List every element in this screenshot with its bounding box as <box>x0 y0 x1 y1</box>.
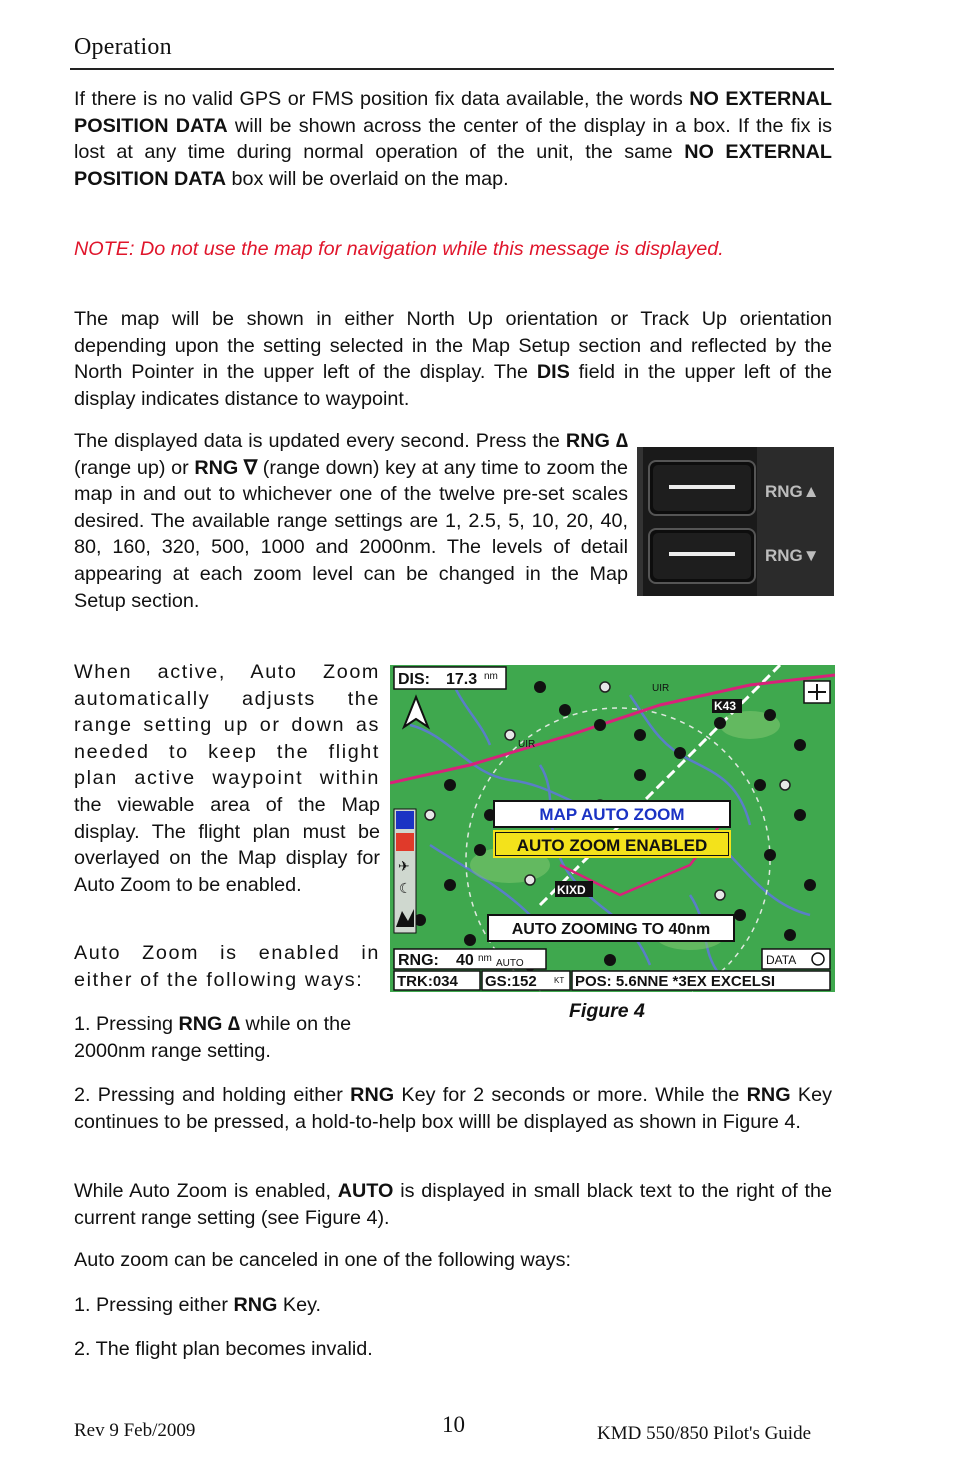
range-mode: AUTO <box>496 958 524 969</box>
p3-rng-up: RNG ∆ <box>565 430 628 452</box>
p3-rng-down: RNG ∇ <box>194 456 258 479</box>
rng-down-key-label: RNG▼ <box>765 546 820 565</box>
svg-text:☾: ☾ <box>399 881 412 897</box>
svg-text:✈: ✈ <box>398 859 410 875</box>
gs-value: GS:152 <box>485 973 537 990</box>
airspace-label-2: UIR <box>518 739 536 750</box>
figure-caption: Figure 4 <box>569 1000 645 1022</box>
paragraph-auto-zoom <box>74 659 380 898</box>
footer-guide-title: KMD 550/850 Pilot's Guide <box>597 1423 812 1444</box>
map-display-figure <box>390 665 835 992</box>
p5-text: Auto Zoom is enabled in either of the following ways: <box>74 942 380 991</box>
range-unit: nm <box>478 953 492 964</box>
dis-label: DIS: <box>398 671 430 688</box>
paragraph-cancel: Auto zoom can be canceled in one of the following ways: <box>74 1249 572 1271</box>
paragraph-no-position-data <box>74 86 832 192</box>
airspace-label-1: UIR <box>652 683 670 694</box>
range-label: RNG: <box>398 952 439 969</box>
p4-text-rest: the viewable area of the Map display. The flight plan must be overlayed on the Map display for Auto Zoom to be enabled. <box>74 793 380 896</box>
auto-zooming-text: AUTO ZOOMING TO 40nm <box>511 921 711 938</box>
p3-text-b: (range up) or <box>74 456 195 479</box>
dis-value: 17.3 <box>446 671 478 688</box>
rng-up-key-label: RNG▲ <box>765 482 820 501</box>
list-item-1 <box>74 1011 390 1064</box>
p4-text-spaced: When active, Auto Zoom automatically adjusts the range setting up or down as needed to keep the flight plan active waypoint within <box>74 661 380 790</box>
item2-text-d: Key continues to be pressed, a hold-to-help box willl be displayed as shown in Figure 4. <box>74 1084 832 1133</box>
trk-value: TRK:034 <box>397 973 458 990</box>
gs-unit: KT <box>554 976 565 985</box>
waypoint-k43: K43 <box>714 699 737 713</box>
paragraph-orientation <box>74 306 832 412</box>
section-header: Operation <box>74 34 172 60</box>
item2-rng-a: RNG <box>350 1084 395 1106</box>
list-item-2 <box>74 1082 832 1135</box>
paragraph-range-keys <box>74 428 628 614</box>
item1-text-a: 1. Pressing <box>74 1013 179 1035</box>
p3-text-c: (range down) key at any time to zoom the map in and out to whichever one of the twelve pre-set scales desired. The available range settings are 1, 2.5, 5, 10, 20, 40, 80, 160, 320, 500, 1000 and 2000nm. The levels of detail appearing at each zoom level can be changed in the Map Setup section. <box>74 456 628 612</box>
item2-rng-b: RNG <box>746 1084 791 1106</box>
p2-text-a: The map will be shown in either North Up orientation or Track Up orientation depending upon the setting selected in the Map Setup section and reflected by the North Pointer in the upper left of the display. The <box>74 308 832 384</box>
data-label: DATA <box>766 953 797 967</box>
pos-value: POS: 5.6NNE *3EX EXCELSI <box>575 973 776 990</box>
p1-text-d: box will be overlaid on the map. <box>226 167 509 190</box>
c1-text-a: 1. Pressing either <box>74 1294 234 1316</box>
paragraph-auto-indicator <box>74 1178 832 1231</box>
item2-text-c: Key for 2 seconds or more. While the <box>394 1084 747 1106</box>
note-text: NOTE: Do not use the map for navigation while this message is displayed. <box>74 238 724 260</box>
p2-bold-dis: DIS <box>536 361 570 384</box>
map-auto-zoom-title: MAP AUTO ZOOM <box>539 805 685 824</box>
p6-auto: AUTO <box>337 1180 394 1202</box>
footer-revision: Rev 9 Feb/2009 <box>74 1420 196 1441</box>
range-value: 40 <box>456 952 474 969</box>
p1-bold-b: NO EXTERNAL POSITION DATA <box>74 141 833 190</box>
c1-rng: RNG <box>233 1294 278 1316</box>
c1-text-c: Key. <box>277 1294 322 1316</box>
cancel-item-1 <box>74 1292 832 1319</box>
footer-page-number: 10 <box>442 1412 465 1437</box>
item1-rng: RNG ∆ <box>178 1013 241 1035</box>
p1-text-a: If there is no valid GPS or FMS position fix data available, the words <box>74 88 690 110</box>
cancel-item-2: 2. The flight plan becomes invalid. <box>74 1338 373 1360</box>
range-keys-photo <box>637 447 834 596</box>
p1-text-c: will be shown across the center of the display in a box. If the fix is lost at any time during normal operation of the unit, the same <box>74 114 832 164</box>
p2-text-c: field in the upper left of the display indicates distance to waypoint. <box>74 361 832 410</box>
p6-text-a: While Auto Zoom is enabled, <box>74 1180 338 1202</box>
paragraph-auto-zoom-enable <box>74 940 380 993</box>
item2-text-a: 2. Pressing and holding either <box>74 1084 351 1106</box>
dis-unit: nm <box>484 671 498 682</box>
auto-zoom-enabled-text: AUTO ZOOM ENABLED <box>516 836 708 855</box>
header-rule <box>70 68 834 70</box>
item1-text-c: while on the 2000nm range setting. <box>74 1013 352 1062</box>
p3-text-a: The displayed data is updated every second. Press the <box>74 430 566 452</box>
waypoint-kixd: KIXD <box>557 883 586 897</box>
p6-text-c: is displayed in small black text to the right of the current range setting (see Figure 4). <box>74 1180 832 1229</box>
p1-bold-a: NO EXTERNAL POSITION DATA <box>74 88 832 137</box>
